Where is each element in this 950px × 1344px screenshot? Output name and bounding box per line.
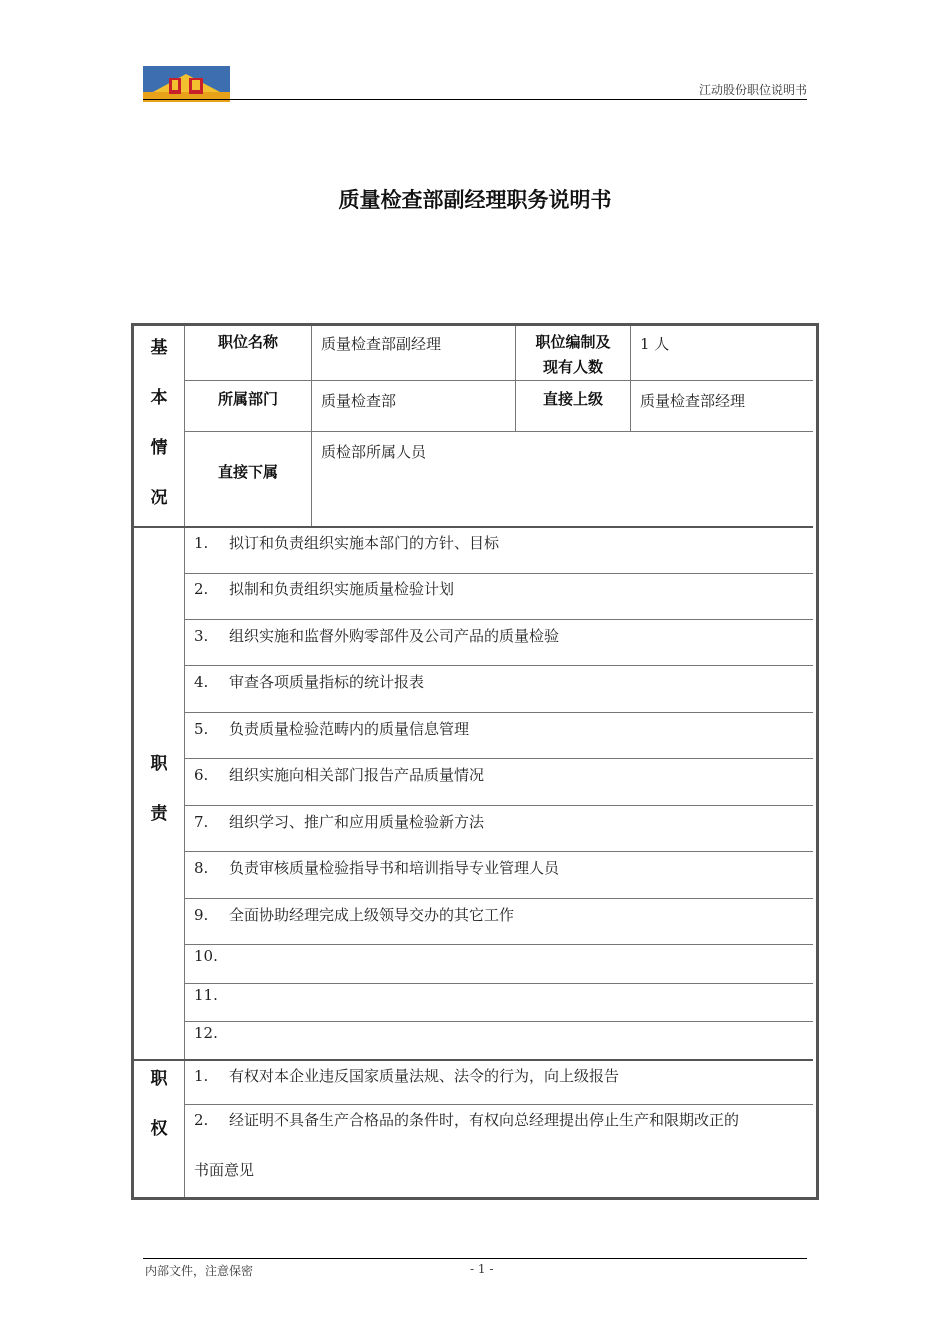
section-label-basic-4: 况 [150, 488, 168, 508]
position-name-value: 质量检查部副经理 [321, 335, 442, 353]
section-label-duties-1: 职 [150, 754, 168, 774]
duty-item: 6. 组织实施向相关部门报告产品质量情况 [194, 766, 485, 784]
grid-line [184, 619, 813, 620]
headcount-value: 1 人 [640, 335, 670, 353]
grid-line [184, 573, 813, 574]
section-label-basic-1: 基 [150, 338, 168, 358]
company-logo [143, 66, 230, 102]
section-label-authority-1: 职 [150, 1069, 168, 1089]
duty-item: 12. [194, 1024, 218, 1042]
subordinates-label: 直接下属 [217, 463, 278, 481]
footer-divider [143, 1258, 807, 1259]
grid-line [311, 326, 312, 526]
grid-line [630, 326, 631, 431]
grid-line [184, 851, 813, 852]
headcount-label-line2: 现有人数 [542, 358, 603, 376]
subordinates-value: 质检部所属人员 [321, 443, 427, 461]
duty-item: 7. 组织学习、推广和应用质量检验新方法 [194, 813, 485, 831]
supervisor-value: 质量检查部经理 [640, 392, 746, 410]
authority-item-continuation: 书面意见 [194, 1161, 255, 1179]
grid-line [184, 1021, 813, 1022]
grid-line [184, 983, 813, 984]
duty-item: 9. 全面协助经理完成上级领导交办的其它工作 [194, 906, 515, 924]
footer-confidential-note: 内部文件，注意保密 [145, 1264, 254, 1278]
department-value: 质量检查部 [321, 392, 397, 410]
section-label-duties-2: 责 [150, 804, 168, 824]
duty-item: 3. 组织实施和监督外购零部件及公司产品的质量检验 [194, 627, 560, 645]
supervisor-label: 直接上级 [542, 390, 603, 408]
section-label-authority-2: 权 [150, 1119, 168, 1139]
page-title: 质量检查部副经理职务说明书 [338, 188, 612, 212]
grid-line [184, 898, 813, 899]
grid-line [184, 712, 813, 713]
header-divider [143, 99, 807, 100]
grid-line [184, 758, 813, 759]
page-number: - 1 - [470, 1262, 494, 1276]
header-title: 江动股份职位说明书 [698, 83, 807, 97]
grid-line [184, 326, 185, 1197]
duty-item: 5. 负责质量检验范畴内的质量信息管理 [194, 720, 470, 738]
authority-item: 1. 有权对本企业违反国家质量法规、法令的行为，向上级报告 [194, 1067, 620, 1085]
duty-item: 2. 拟制和负责组织实施质量检验计划 [194, 580, 455, 598]
grid-line [184, 380, 813, 381]
grid-line [134, 1059, 813, 1061]
duty-item: 4. 审查各项质量指标的统计报表 [194, 673, 425, 691]
position-name-label: 职位名称 [217, 333, 278, 351]
headcount-label-line1: 职位编制及 [535, 333, 611, 351]
grid-line [184, 431, 813, 432]
grid-line [184, 944, 813, 945]
department-label: 所属部门 [217, 390, 278, 408]
section-label-basic-3: 情 [150, 438, 168, 458]
authority-item: 2. 经证明不具备生产合格品的条件时，有权向总经理提出停止生产和限期改正的 [194, 1111, 740, 1129]
duty-item: 1. 拟订和负责组织实施本部门的方针、目标 [194, 534, 500, 552]
duty-item: 11. [194, 986, 218, 1004]
duty-item: 10. [194, 947, 218, 965]
grid-line [184, 1104, 813, 1105]
duty-item: 8. 负责审核质量检验指导书和培训指导专业管理人员 [194, 859, 560, 877]
section-label-basic-2: 本 [150, 388, 168, 408]
grid-line [184, 665, 813, 666]
grid-line [184, 805, 813, 806]
grid-line [134, 526, 813, 528]
